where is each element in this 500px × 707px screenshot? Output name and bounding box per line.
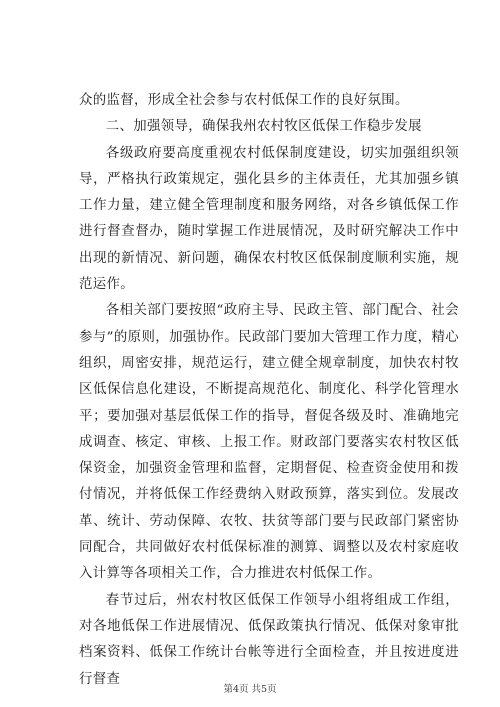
body-paragraph: 春节过后，州农村牧区低保工作领导小组将组成工作组，对各地低保工作进展情况、低保政策执行情况、低保对象审批档案资料、低保工作统计台帐等进行全面检查，并且按进度进行督查 xyxy=(79,592,459,687)
page-footer: 第4页 共5页 xyxy=(223,684,277,695)
body-paragraph: 各相关部门要按照“政府主导、民政主管、部门配合、社会参与”的原则，加强协作。民政部门要加大管理工作力度，精心组织，周密安排，规范运行，建立健全规章制度，加快农村牧区低保信息化建设，不断提高规范化、制度化、科学化管理水平；要加强对基层低保工作的指导，督促各级及时、准确地完成调查、核定、审核、上报工作。财政部门要落实农村牧区低保资金，加强资金管理和监督，定期督促、检查资金使用和拨付情况，并将低保工作经费纳入财政预算，落实到位。发展改革、统计、劳动保障、农牧、扶贫等部门要与民政部门紧密协同配合，共同做好农村低保标准的测算、调整以及农村家庭收入计算等各项相关工作，合力推进农村低保工作。 xyxy=(79,303,459,582)
section-heading: 二、加强领导，确保我州农村牧区低保工作稳步发展 xyxy=(105,119,422,135)
body-paragraph: 各级政府要高度重视农村低保制度建设，切实加强组织领导，严格执行政策规定，强化县乡的主体责任，尤其加强乡镇工作力量，建立健全管理制度和服务网络，对各乡镇低保工作进行督查督办，随时掌握工作进展情况，及时研究解决工作中出现的新情况、新问题，确保农村牧区低保制度顺利实施，规范运作。 xyxy=(79,145,459,293)
document-body xyxy=(79,88,459,693)
body-paragraph-continued: 众的监督，形成全社会参与农村低保工作的良好氛围。 xyxy=(79,93,409,108)
